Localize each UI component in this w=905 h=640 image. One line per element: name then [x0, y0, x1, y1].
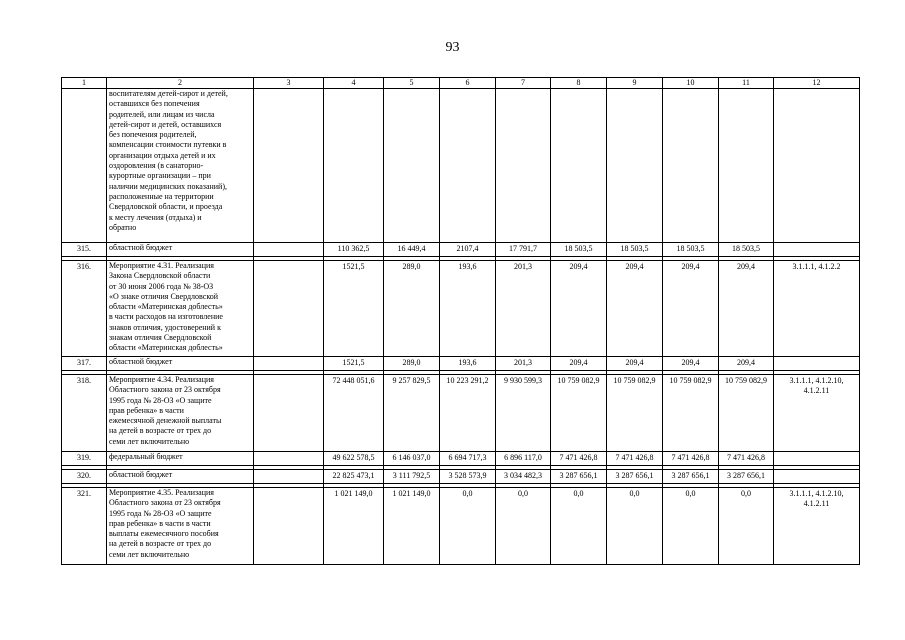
row-cell [774, 470, 860, 484]
row-cell: 9 257 829,5 [384, 375, 440, 452]
column-header: 1 [62, 78, 107, 89]
table-row [62, 89, 860, 243]
row-cell: 209,4 [663, 357, 719, 371]
row-cell [254, 452, 324, 466]
table-row [62, 357, 860, 371]
row-cell: 9 930 599,3 [496, 375, 551, 452]
row-cell [774, 357, 860, 371]
row-cell: 6 694 717,3 [440, 452, 496, 466]
row-name: Мероприятие 4.31. Реализация Закона Свердловской области от 30 июня 2006 года № 38-ОЗ «О знаке отличия Свердловской области «Материнская доблесть» в части расходов на изготовление знаков отличия, удостоверений к знакам отличия Свердловской области «Материнская доблесть» [107, 261, 254, 357]
row-cell: 209,4 [719, 357, 774, 371]
row-cell: 1521,5 [324, 357, 384, 371]
table-row [62, 243, 860, 257]
row-name: областной бюджет [107, 243, 254, 257]
row-cell: 10 223 291,2 [440, 375, 496, 452]
row-number [62, 89, 107, 243]
column-header: 7 [496, 78, 551, 89]
row-cell: 3.1.1.1, 4.1.2.10, 4.1.2.11 [774, 375, 860, 452]
row-cell: 3 034 482,3 [496, 470, 551, 484]
row-cell: 10 759 082,9 [551, 375, 607, 452]
table-header-row [62, 78, 860, 89]
row-cell: 6 896 117,0 [496, 452, 551, 466]
row-cell: 289,0 [384, 261, 440, 357]
row-cell [254, 89, 324, 243]
row-cell: 0,0 [663, 488, 719, 565]
row-cell: 209,4 [551, 261, 607, 357]
row-cell: 1521,5 [324, 261, 384, 357]
row-cell: 7 471 426,8 [607, 452, 663, 466]
row-cell: 7 471 426,8 [719, 452, 774, 466]
row-name: воспитателям детей-сирот и детей, оставшихся без попечения родителей, или лицам из числа детей-сирот и детей, оставшихся без попечения родителей, компенсации стоимости путевки в организации отдыха детей и их оздоровления (в санаторно- курортные организации – при наличии медицинских показаний), расположенные на территории Свердловской области, и проезда к месту лечения (отдыха) и обратно [107, 89, 254, 243]
row-cell: 10 759 082,9 [607, 375, 663, 452]
table-row [62, 470, 860, 484]
row-cell: 1 021 149,0 [324, 488, 384, 565]
row-cell: 0,0 [551, 488, 607, 565]
row-cell [440, 89, 496, 243]
row-cell: 201,3 [496, 357, 551, 371]
column-header: 6 [440, 78, 496, 89]
row-cell: 3 287 656,1 [719, 470, 774, 484]
row-cell: 3.1.1.1, 4.1.2.10, 4.1.2.11 [774, 488, 860, 565]
column-header: 3 [254, 78, 324, 89]
row-cell: 17 791,7 [496, 243, 551, 257]
row-cell: 209,4 [719, 261, 774, 357]
row-cell: 201,3 [496, 261, 551, 357]
row-cell: 3 287 656,1 [551, 470, 607, 484]
row-cell: 7 471 426,8 [663, 452, 719, 466]
table-row [62, 488, 860, 565]
row-cell [254, 243, 324, 257]
row-cell: 0,0 [607, 488, 663, 565]
column-header: 9 [607, 78, 663, 89]
row-cell: 110 362,5 [324, 243, 384, 257]
row-cell: 22 825 473,1 [324, 470, 384, 484]
row-number: 321. [62, 488, 107, 565]
column-header: 4 [324, 78, 384, 89]
row-cell [254, 470, 324, 484]
row-cell [254, 357, 324, 371]
row-cell [254, 261, 324, 357]
row-cell: 49 622 578,5 [324, 452, 384, 466]
row-cell: 18 503,5 [663, 243, 719, 257]
row-name: областной бюджет [107, 357, 254, 371]
row-cell: 0,0 [496, 488, 551, 565]
row-cell [551, 89, 607, 243]
row-number: 317. [62, 357, 107, 371]
row-cell [719, 89, 774, 243]
row-cell: 3 111 792,5 [384, 470, 440, 484]
row-cell [324, 89, 384, 243]
row-cell [254, 375, 324, 452]
row-name: Мероприятие 4.34. Реализация Областного закона от 23 октября 1995 года № 28-ОЗ «О защите прав ребенка» в части ежемесячной денежной выплаты на детей в возрасте от трех до семи лет включительно [107, 375, 254, 452]
row-cell: 18 503,5 [719, 243, 774, 257]
row-name: Мероприятие 4.35. Реализация Областного закона от 23 октября 1995 года № 28-ОЗ «О защите прав ребенка» в части в части выплаты ежемесячного пособия на детей в возрасте от трех до семи лет включительно [107, 488, 254, 565]
row-name: областной бюджет [107, 470, 254, 484]
row-cell: 0,0 [440, 488, 496, 565]
row-cell [774, 89, 860, 243]
row-cell: 18 503,5 [607, 243, 663, 257]
column-header: 10 [663, 78, 719, 89]
row-cell: 3 287 656,1 [607, 470, 663, 484]
row-cell [663, 89, 719, 243]
row-cell: 3.1.1.1, 4.1.2.2 [774, 261, 860, 357]
column-header: 11 [719, 78, 774, 89]
row-cell [254, 488, 324, 565]
row-cell: 10 759 082,9 [719, 375, 774, 452]
row-cell [384, 89, 440, 243]
row-number: 320. [62, 470, 107, 484]
row-cell: 209,4 [607, 261, 663, 357]
row-cell [607, 89, 663, 243]
row-cell: 6 146 037,0 [384, 452, 440, 466]
column-header: 2 [107, 78, 254, 89]
row-cell: 18 503,5 [551, 243, 607, 257]
row-cell: 0,0 [719, 488, 774, 565]
column-header: 12 [774, 78, 860, 89]
table-row [62, 261, 860, 357]
row-cell: 289,0 [384, 357, 440, 371]
column-header: 8 [551, 78, 607, 89]
row-number: 315. [62, 243, 107, 257]
budget-table [61, 77, 860, 565]
row-name: федеральный бюджет [107, 452, 254, 466]
row-cell [774, 452, 860, 466]
table-row [62, 375, 860, 452]
row-cell: 209,4 [551, 357, 607, 371]
row-cell: 10 759 082,9 [663, 375, 719, 452]
column-header: 5 [384, 78, 440, 89]
row-cell [774, 243, 860, 257]
row-cell: 3 287 656,1 [663, 470, 719, 484]
row-cell: 193,6 [440, 357, 496, 371]
page-number: 93 [445, 40, 460, 55]
row-number: 316. [62, 261, 107, 357]
row-cell: 3 528 573,9 [440, 470, 496, 484]
row-cell: 209,4 [607, 357, 663, 371]
row-cell: 193,6 [440, 261, 496, 357]
row-cell: 2107,4 [440, 243, 496, 257]
row-cell: 16 449,4 [384, 243, 440, 257]
row-cell: 209,4 [663, 261, 719, 357]
row-cell: 7 471 426,8 [551, 452, 607, 466]
row-number: 318. [62, 375, 107, 452]
row-cell: 72 448 051,6 [324, 375, 384, 452]
row-cell: 1 021 149,0 [384, 488, 440, 565]
row-number: 319. [62, 452, 107, 466]
row-cell [496, 89, 551, 243]
table-row [62, 452, 860, 466]
